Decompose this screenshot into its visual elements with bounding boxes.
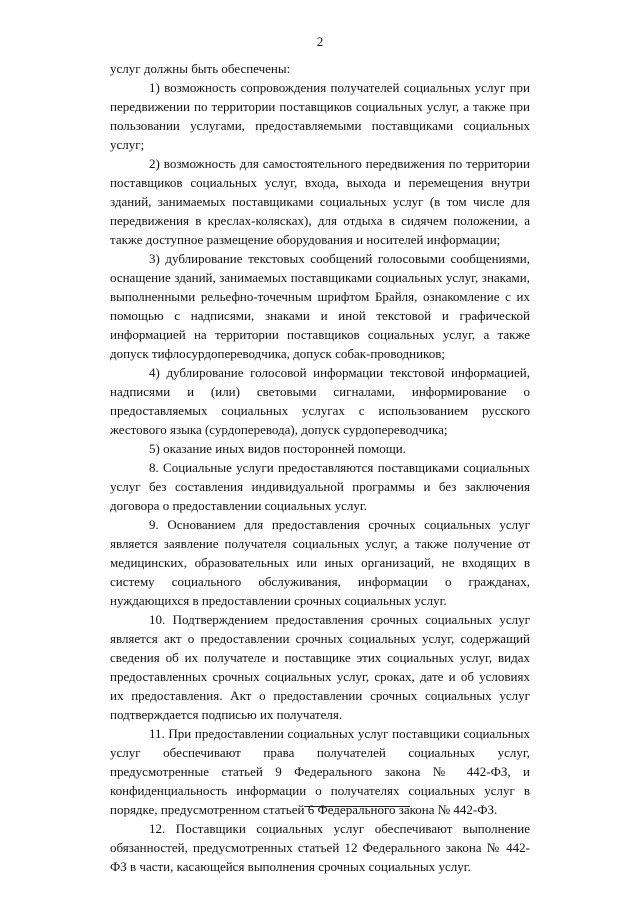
end-divider-line [304, 806, 410, 807]
paragraph-clause-8: 8. Социальные услуги предоставляются поставщиками социальных услуг без составления индивидуальной программы и без заключения договора о предоставлении социальных услуг. [110, 460, 530, 513]
paragraph-clause-10: 10. Подтверждением предоставления срочных социальных услуг является акт о предоставлении срочных социальных услуг, содержащий сведения об их получателе и поставщике этих социальных услуг, видах предоставленных срочных социальных услуг, сроках, дате и об условиях их предоставления. Акт о предоставлении срочных социальных услуг подтверждается подписью их получателя. [110, 612, 530, 722]
paragraph-clause-12: 12. Поставщики социальных услуг обеспечивают выполнение обязанностей, предусмотренных статьей 12 Федерального закона № 442-ФЗ в части, касающейся выполнения срочных социальных услуг. [110, 821, 530, 874]
paragraph-item-3: 3) дублирование текстовых сообщений голосовыми сообщениями, оснащение зданий, занимаемых поставщиками социальных услуг, знаками, выполненными рельефно-точечным шрифтом Брайля, ознакомление с их помощью с надписями, знаками и иной текстовой и графической информацией на территории поставщиков социальных услуг, а также допуск тифлосурдопереводчика, допуск собак-проводников; [110, 251, 530, 361]
paragraph-item-4: 4) дублирование голосовой информации текстовой информацией, надписями и (или) световыми сигналами, информирование о предоставляемых социальных услугах с использованием русского жестового языка (сурдоперевода), допуск сурдопереводчика; [110, 365, 530, 437]
paragraph-clause-11: 11. При предоставлении социальных услуг поставщики социальных услуг обеспечивают права получателей социальных услуг, предусмотренные статьей 9 Федерального закона № 442-ФЗ, и конфиденциальность информации о получателях социальных услуг в порядке, предусмотренном статьей 6 Федерального закона № 442-ФЗ. [110, 726, 530, 817]
paragraph-intro-continuation: услуг должны быть обеспечены: [110, 61, 291, 76]
paragraph-item-2: 2) возможность для самостоятельного передвижения по территории поставщиков социальных услуг, входа, выхода и перемещения внутри зданий, занимаемых поставщиками социальных услуг (в том числе для передвижения в креслах-колясках), для отдыха в сидячем положении, а также доступное размещение оборудования и носителей информации; [110, 156, 530, 247]
document-body [110, 59, 530, 876]
paragraph-item-1: 1) возможность сопровождения получателей социальных услуг при передвижении по территории поставщиков социальных услуг, а также при пользовании услугами, предоставляемыми поставщиками социальных услуг; [110, 80, 530, 152]
paragraph-item-5: 5) оказание иных видов посторонней помощи. [149, 441, 406, 456]
page-number: 2 [316, 34, 324, 49]
paragraph-clause-9: 9. Основанием для предоставления срочных социальных услуг является заявление получателя социальных услуг, а также получение от медицинских, образовательных или иных организаций, не входящих в систему социального обслуживания, информации о гражданах, нуждающихся в предоставлении срочных социальных услуг. [110, 517, 530, 608]
